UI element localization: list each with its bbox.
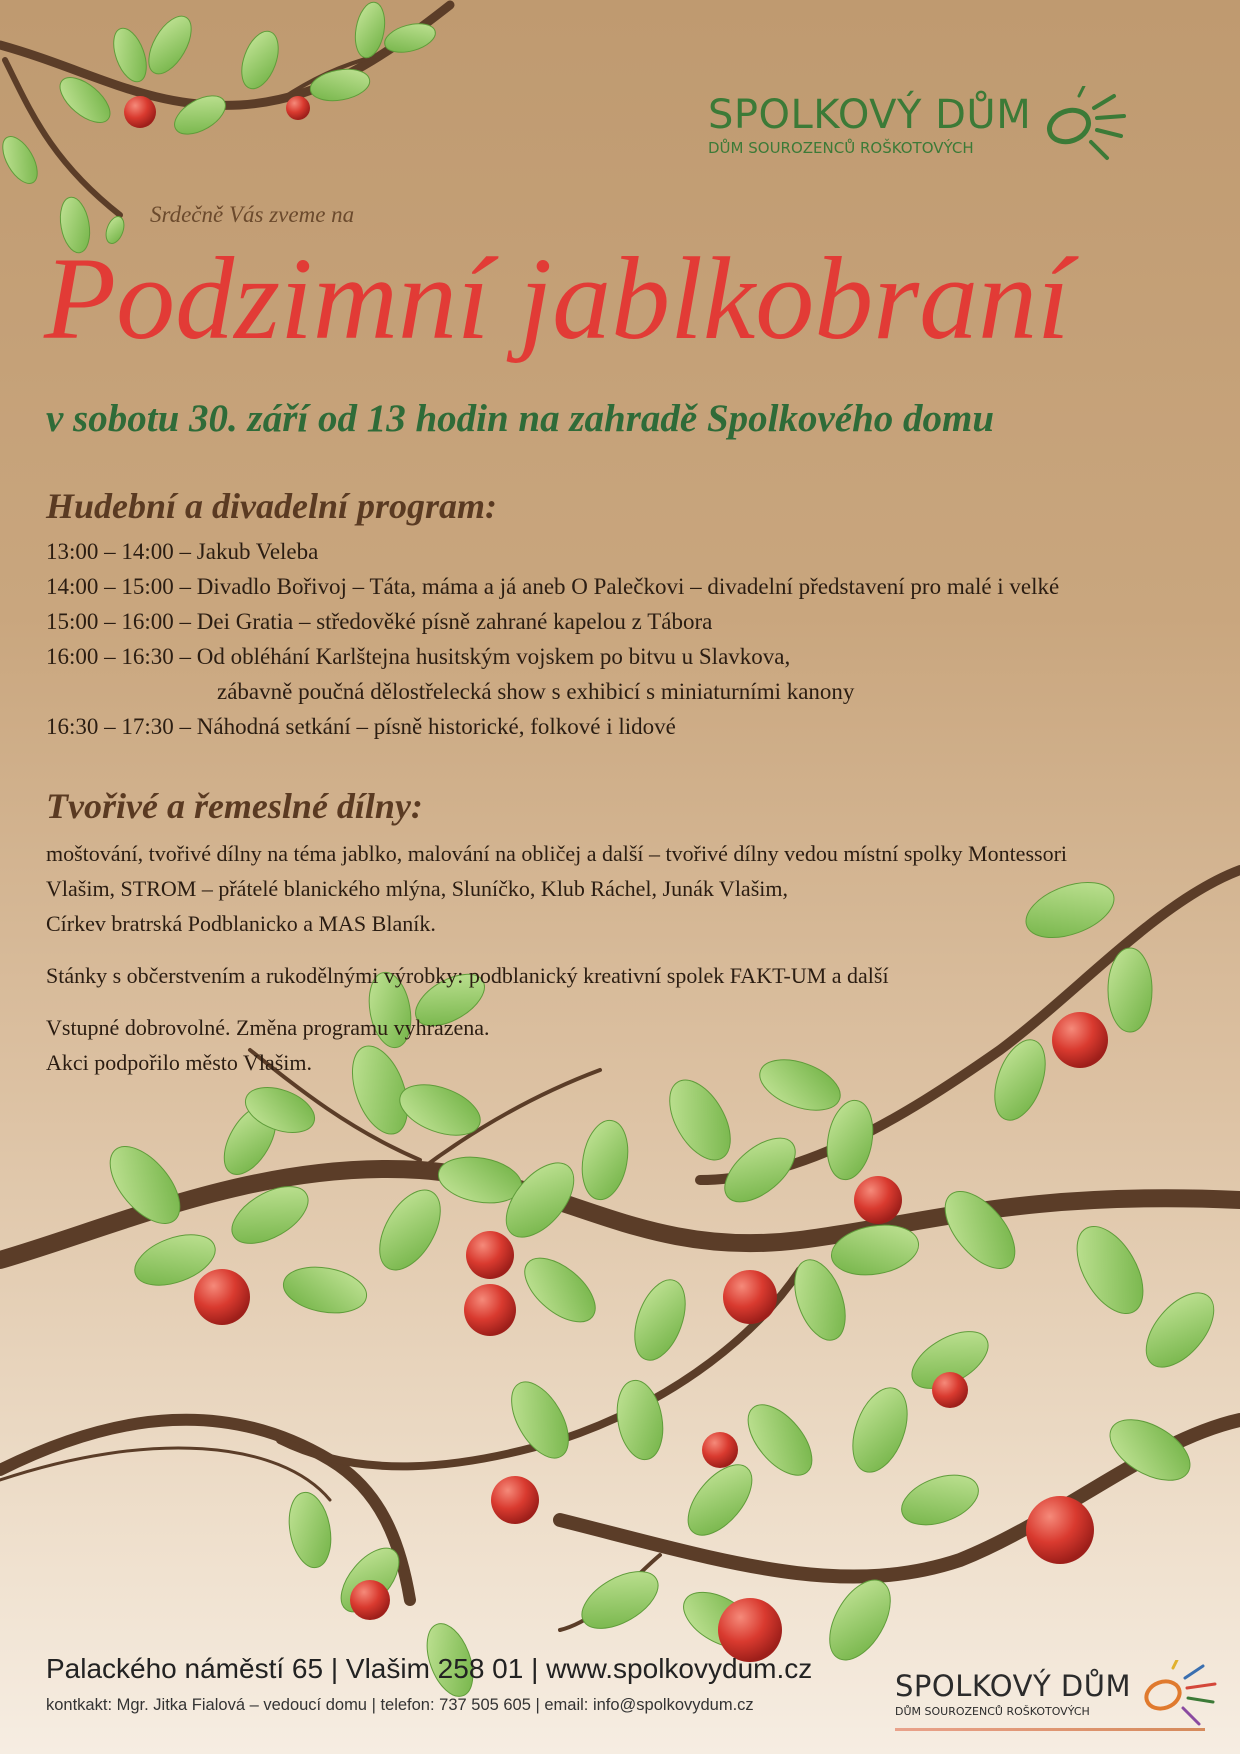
logo-top — [708, 86, 1168, 161]
program-item: 14:00 – 15:00 – Divadlo Bořivoj – Táta, máma a já aneb O Palečkovi – divadelní představení pro malé i velké — [46, 574, 1060, 599]
footer-address: Palackého náměstí 65 | Vlašim 258 01 | www.spolkovydum.cz — [46, 1653, 813, 1684]
music-program-heading: Hudební a divadelní program: — [46, 486, 498, 526]
sun-swirl-icon — [1135, 1660, 1225, 1730]
logo-subtitle: DŮM SOUROZENCŮ ROŠKOTOVÝCH — [708, 139, 974, 157]
footer-contact: kontkakt: Mgr. Jitka Fialová – vedoucí domu | telefon: 737 505 605 | email: info@spolkovydum.cz — [46, 1696, 754, 1714]
crafts-line: Církev bratrská Podblanicko a MAS Blaník. — [46, 911, 436, 936]
program-item: 13:00 – 14:00 – Jakub Veleba — [46, 539, 319, 564]
crafts-heading: Tvořivé a řemeslné dílny: — [46, 786, 423, 826]
program-item: 16:30 – 17:30 – Náhodná setkání – písně historické, folkové i lidové — [46, 714, 676, 739]
program-item: 16:00 – 16:30 – Od obléhání Karlštejna husitským vojskem po bitvu u Slavkova, — [46, 644, 791, 669]
crafts-line: moštování, tvořivé dílny na téma jablko, malování na obličej a další – tvořivé dílny vedou místní spolky Montessori — [46, 841, 1068, 866]
sun-swirl-icon — [1039, 86, 1129, 166]
stalls-text: Stánky s občerstvením a rukodělnými výrobky: podblanický kreativní spolek FAKT-UM a další — [46, 963, 889, 988]
crafts-line: Vlašim, STROM – přátelé blanického mlýna, Sluníčko, Klub Ráchel, Junák Vlašim, — [46, 876, 788, 901]
logo-name: SPOLKOVÝ DŮM — [895, 1669, 1131, 1703]
logo-subtitle: DŮM SOUROZENCŮ ROŠKOTOVÝCH — [895, 1705, 1090, 1718]
notes — [46, 1010, 1206, 1080]
note-line: Akci podpořilo město Vlašim. — [46, 1050, 313, 1075]
program-list — [46, 534, 1226, 744]
logo-bottom — [895, 1660, 1225, 1730]
program-item-continuation: zábavně poučná dělostřelecká show s exhibicí s miniaturními kanony — [217, 679, 855, 704]
program-item: 15:00 – 16:00 – Dei Gratia – středověké písně zahrané kapelou z Tábora — [46, 609, 713, 634]
footer-accent-line — [895, 1728, 1205, 1731]
event-date: v sobotu 30. září od 13 hodin na zahradě Spolkového domu — [46, 397, 995, 440]
logo-name: SPOLKOVÝ DŮM — [708, 92, 1032, 138]
note-line: Vstupné dobrovolné. Změna programu vyhrazena. — [46, 1015, 490, 1040]
invite-line: Srdečně Vás zveme na — [150, 202, 355, 227]
bottom-leaves — [97, 872, 1227, 1703]
crafts-description — [46, 836, 1206, 941]
event-title: Podzimní jablkobraní — [44, 233, 1070, 364]
